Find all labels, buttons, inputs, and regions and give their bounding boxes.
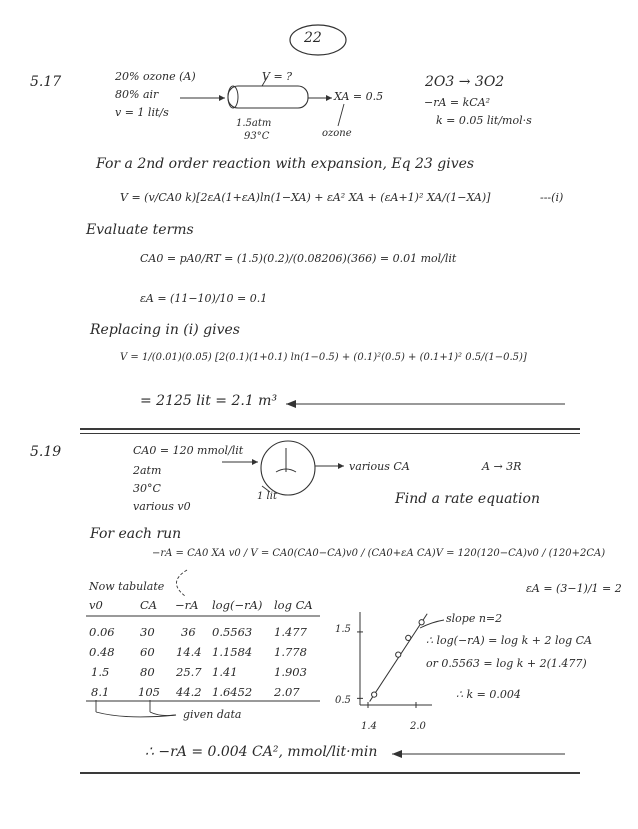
epsilon-calculation: εA = (11−10)/10 = 0.1 xyxy=(140,292,268,305)
epsilon-519: εA = (3−1)/1 = 2 xyxy=(526,582,622,595)
volume-question: V = ? xyxy=(262,70,293,83)
given-data-label: given data xyxy=(183,708,242,721)
table-header: CA xyxy=(140,598,158,612)
table-header: log(−rA) xyxy=(212,598,263,612)
table-cell: 1.903 xyxy=(274,665,307,679)
table-cell: 105 xyxy=(138,685,160,699)
table-cell: 1.6452 xyxy=(212,685,253,699)
page-number: 22 xyxy=(304,30,322,46)
table-cell: 36 xyxy=(181,625,196,639)
rate-constant: k = 0.05 lit/mol·s xyxy=(436,114,532,127)
evaluate-terms-label: Evaluate terms xyxy=(86,222,194,238)
volume-result: = 2125 lit = 2.1 m³ xyxy=(140,393,278,409)
final-rate-equation: ∴ −rA = 0.004 CA², mmol/lit·min xyxy=(145,744,378,760)
various-v0: various v0 xyxy=(133,500,191,513)
table-cell: 25.7 xyxy=(176,665,202,679)
table-cell: 80 xyxy=(140,665,155,679)
y-tick-label: 0.5 xyxy=(335,695,351,706)
temperature-519: 30°C xyxy=(133,482,161,495)
ca0-calculation: CA0 = pA0/RT = (1.5)(0.2)/(0.08206)(366) = 0.01 mol/lit xyxy=(140,252,457,265)
table-header: v0 xyxy=(89,598,103,612)
ozone-reaction: 2O3 → 3O2 xyxy=(425,74,505,90)
reactor-temperature: 93°C xyxy=(244,131,270,142)
find-rate-equation: Find a rate equation xyxy=(395,491,540,507)
problem-number-519: 5.19 xyxy=(30,444,62,460)
feed-ozone: 20% ozone (A) xyxy=(115,70,196,83)
feed-flow: v = 1 lit/s xyxy=(115,106,169,119)
conversion-xa: XA = 0.5 xyxy=(334,90,384,103)
table-cell: 44.2 xyxy=(176,685,202,699)
table-cell: 1.41 xyxy=(212,665,238,679)
table-cell: 1.477 xyxy=(274,625,307,639)
design-equation: V = (v/CA0 k)[2εA(1+εA)ln(1−XA) + εA² XA + (εA+1)² XA/(1−XA)] xyxy=(120,191,491,204)
x-tick-label: 1.4 xyxy=(361,721,377,732)
reactor-volume: 1 lit xyxy=(257,491,277,502)
rate-expression: −rA = CA0 XA v0 / V = CA0(CA0−CA)v0 / (CA0+εA CA)V = 120(120−CA)v0 / (120+2CA) xyxy=(152,548,606,559)
y-tick-label: 1.5 xyxy=(335,624,351,635)
table-header: log CA xyxy=(274,598,313,612)
ca0-feed: CA0 = 120 mmol/lit xyxy=(133,444,244,457)
table-cell: 2.07 xyxy=(274,685,300,699)
equation-tag: ---(i) xyxy=(540,191,564,204)
ozone-label: ozone xyxy=(322,128,352,139)
table-cell: 14.4 xyxy=(176,645,202,659)
for-each-run: For each run xyxy=(90,526,182,542)
divider-bottom xyxy=(80,772,580,774)
table-cell: 1.5 xyxy=(91,665,110,679)
replacing-label: Replacing in (i) gives xyxy=(90,322,240,338)
k-value: ∴ k = 0.004 xyxy=(456,688,521,701)
now-tabulate: Now tabulate xyxy=(89,580,165,593)
expansion-statement: For a 2nd order reaction with expansion, Eq 23 gives xyxy=(96,156,475,172)
table-cell: 0.48 xyxy=(89,645,115,659)
table-cell: 8.1 xyxy=(91,685,110,699)
volume-substitution: V = 1/(0.01)(0.05) [2(0.1)(1+0.1) ln(1−0.5) + (0.1)²(0.5) + (0.1+1)² 0.5/(1−0.5)] xyxy=(120,352,527,363)
log-substitution: or 0.5563 = log k + 2(1.477) xyxy=(426,657,587,670)
rate-law: −rA = kCA² xyxy=(424,96,491,109)
problem-number-517: 5.17 xyxy=(30,74,62,90)
table-cell: 0.06 xyxy=(89,625,115,639)
x-tick-label: 2.0 xyxy=(410,721,426,732)
various-ca: various CA xyxy=(349,460,410,473)
table-cell: 60 xyxy=(140,645,155,659)
log-relation: ∴ log(−rA) = log k + 2 log CA xyxy=(426,634,592,647)
table-cell: 1.778 xyxy=(274,645,307,659)
reactor-pressure: 1.5atm xyxy=(236,118,272,129)
reaction-a-to-3r: A → 3R xyxy=(482,460,522,473)
table-cell: 1.1584 xyxy=(212,645,253,659)
table-cell: 0.5563 xyxy=(212,625,253,639)
table-cell: 30 xyxy=(140,625,155,639)
pressure-519: 2atm xyxy=(133,464,162,477)
table-header: −rA xyxy=(175,598,199,612)
slope-annotation: slope n=2 xyxy=(446,612,503,625)
feed-air: 80% air xyxy=(115,88,159,101)
